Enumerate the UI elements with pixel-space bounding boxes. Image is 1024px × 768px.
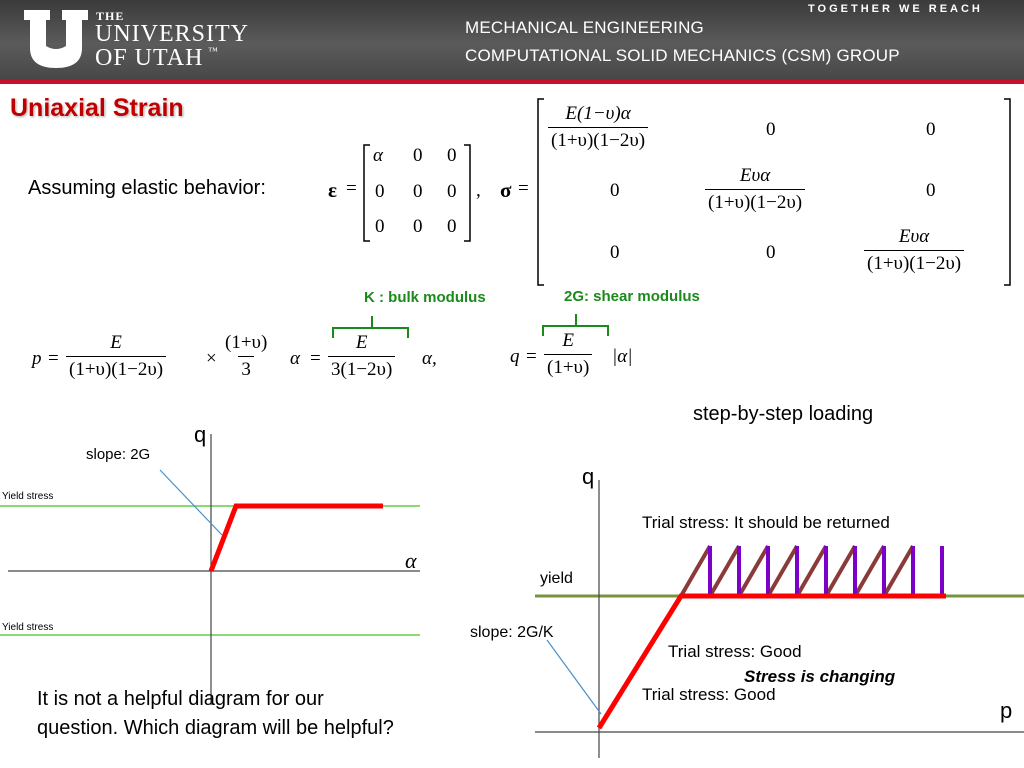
return-path — [739, 546, 768, 596]
p-eq-alpha: α — [290, 348, 300, 369]
right-stress-path — [599, 596, 946, 728]
left-yield-label-bottom: Yield stress — [2, 622, 54, 633]
bulk-modulus-label: K : bulk modulus — [364, 289, 486, 306]
p-eq-alpha-end: α, — [422, 348, 437, 369]
return-path — [710, 546, 739, 596]
tagline: TOGETHER WE REACH — [808, 3, 983, 15]
p-eq-p: p — [32, 348, 42, 369]
header-bar — [0, 0, 1024, 80]
p-eq-frac2-den: 3 — [238, 356, 254, 381]
step-by-step-label: step-by-step loading — [693, 403, 874, 425]
sigma-m21: 0 — [610, 180, 620, 201]
q-eq-q: q — [510, 346, 520, 367]
sigma-m23: 0 — [926, 180, 936, 201]
p-eq-frac2-num: (1+υ) — [225, 332, 268, 353]
q-eq-frac-den: (1+υ) — [544, 354, 592, 379]
right-p-axis-label: p — [1000, 698, 1013, 723]
return-path — [797, 546, 826, 596]
group-name: COMPUTATIONAL SOLID MECHANICS (CSM) GROUP — [465, 46, 900, 65]
right-yield-label: yield — [540, 570, 573, 587]
left-q-axis-label: q — [194, 422, 207, 447]
sigma-m33-den: (1+υ)(1−2υ) — [864, 250, 964, 275]
q-eq-equals: = — [526, 346, 537, 367]
sigma-equals: = — [518, 178, 529, 199]
left-slope-leader — [160, 470, 222, 535]
q-eq-frac — [544, 330, 592, 379]
epsilon-m12: 0 — [413, 145, 423, 166]
left-note-line1: It is not a helpful diagram for our — [37, 688, 324, 710]
sigma-m31: 0 — [610, 242, 620, 263]
left-alpha-axis-label: α — [405, 548, 417, 573]
p-eq-frac2 — [222, 332, 270, 381]
return-path — [681, 546, 710, 596]
department-name: MECHANICAL ENGINEERING — [465, 18, 704, 37]
sigma-m33-num: Eυα — [898, 226, 930, 247]
p-eq-frac1-den: (1+υ)(1−2υ) — [66, 356, 166, 381]
return-path — [884, 546, 913, 596]
p-eq-equals2: = — [310, 348, 321, 369]
header-accent-strip — [0, 80, 1024, 84]
return-path — [826, 546, 855, 596]
trial-returned-label: Trial stress: It should be returned — [642, 513, 890, 532]
logo-trademark: ™ — [208, 46, 218, 57]
left-note-line2: question. Which diagram will be helpful? — [37, 717, 394, 739]
epsilon-m21: 0 — [375, 181, 385, 202]
shear-modulus-label: 2G: shear modulus — [564, 288, 700, 305]
sigma-m32: 0 — [766, 242, 776, 263]
slide-title: Uniaxial Strain — [10, 94, 184, 122]
sigma-m11 — [548, 103, 648, 152]
epsilon-m31: 0 — [375, 216, 385, 237]
right-plot — [535, 460, 1024, 760]
trial-good-label-1: Trial stress: Good — [668, 642, 802, 661]
epsilon-m23: 0 — [447, 181, 457, 202]
sigma-m13: 0 — [926, 119, 936, 140]
epsilon-equals: = — [346, 178, 357, 199]
sigma-m33 — [864, 226, 964, 275]
epsilon-m13: 0 — [447, 145, 457, 166]
left-plot — [0, 420, 430, 710]
epsilon-symbol: ε — [328, 178, 337, 202]
university-block-u-logo — [22, 8, 90, 70]
left-yield-label-top: Yield stress — [2, 491, 54, 502]
epsilon-m32: 0 — [413, 216, 423, 237]
sigma-symbol: σ — [500, 178, 512, 202]
epsilon-m33: 0 — [447, 216, 457, 237]
sigma-m11-den: (1+υ)(1−2υ) — [548, 127, 648, 152]
p-eq-frac1-num: E — [110, 332, 122, 353]
logo-university: UNIVERSITY — [95, 21, 249, 47]
sigma-m22-den: (1+υ)(1−2υ) — [705, 189, 805, 214]
p-eq-frac1 — [66, 332, 166, 381]
epsilon-m11: α — [373, 145, 383, 166]
epsilon-m22: 0 — [413, 181, 423, 202]
left-slope-label: slope: 2G — [86, 446, 151, 463]
p-eq-frac3 — [328, 332, 395, 381]
p-eq-equals: = — [48, 348, 59, 369]
p-eq-times: × — [206, 348, 217, 369]
p-eq-frac3-den: 3(1−2υ) — [328, 356, 395, 381]
q-eq-frac-num: E — [562, 330, 574, 351]
sigma-m22-num: Eυα — [739, 165, 771, 186]
return-path — [855, 546, 884, 596]
epsilon-comma: , — [476, 180, 481, 201]
sigma-m12: 0 — [766, 119, 776, 140]
assumption-text: Assuming elastic behavior: — [28, 177, 266, 199]
right-q-axis-label: q — [582, 464, 595, 489]
right-slope-label: slope: 2G/K — [470, 624, 554, 641]
logo-of-utah: OF UTAH — [95, 45, 204, 71]
p-eq-frac3-num: E — [355, 332, 368, 353]
sigma-m22 — [705, 165, 805, 214]
return-path — [768, 546, 797, 596]
stress-changing-label: Stress is changing — [744, 667, 896, 686]
right-slope-leader — [547, 640, 601, 714]
sigma-m11-num: E(1−υ)α — [565, 103, 631, 124]
trial-good-label-2: Trial stress: Good — [642, 685, 776, 704]
q-eq-abs-alpha: |α| — [612, 346, 633, 367]
left-stress-path — [211, 506, 383, 571]
logo-the: THE — [96, 9, 125, 23]
